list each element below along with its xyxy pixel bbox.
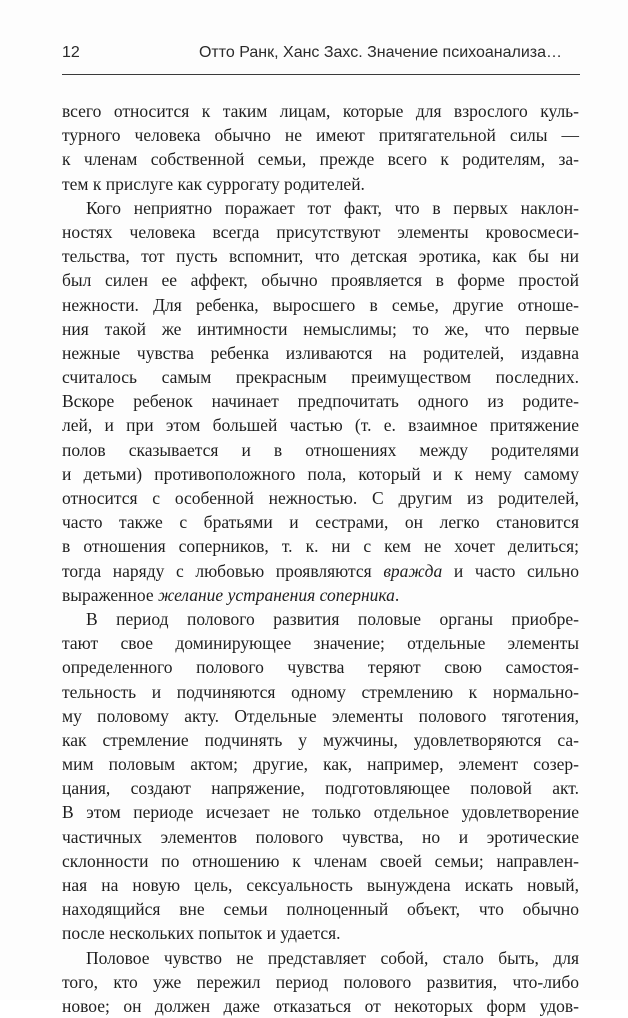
running-head (62, 44, 580, 74)
text-line: лей, и при этом большей частью (т. е. взаимное притяжение (62, 415, 579, 436)
text-line: нежности. Для ребенка, выросшего в семье, другие отноше- (62, 294, 579, 315)
text-line: часто также с братьями и сестрами, он легко становится (62, 512, 579, 533)
text-line: ностях человека всегда присутствуют элементы кровосмеси- (62, 221, 579, 242)
text-fragment: тогда наряду с любовью проявляются (62, 560, 384, 581)
text-line: турного человека обычно не имеют притягательной силы — (62, 125, 579, 146)
emphasis-text: желание устранения соперника (158, 584, 395, 605)
text-fragment: выраженное (62, 584, 159, 605)
paragraph-1 (62, 99, 579, 196)
text-line: мим половым актом; другие, как, например, элемент созер- (62, 754, 579, 775)
text-line: новое; он должен даже отказаться от некоторых форм удов- (62, 995, 579, 1016)
body-text (62, 99, 579, 1018)
text-fragment: и часто сильно (442, 560, 579, 581)
text-line (62, 583, 579, 607)
text-line: тельства, тот пусть вспомнит, что детская эротика, как бы ни (62, 246, 579, 267)
text-line: тают свое доминирующее значение; отдельные элементы (62, 633, 579, 654)
text-line: и детьми) противоположного пола, который и к нему самому (62, 463, 579, 484)
emphasis-text: вражда (383, 560, 443, 581)
paragraph-2 (62, 196, 579, 607)
text-line: нежные чувства ребенка изливаются на родителей, издавна (62, 342, 579, 363)
text-line: цания, создают напряжение, подготовляющее половой акт. (62, 778, 579, 799)
paragraph-3 (62, 607, 579, 946)
text-line: того, кто уже пережил период полового развития, что-либо (62, 971, 579, 992)
header-rule (62, 74, 580, 75)
text-line: тем к прислуге как суррогату родителей. (62, 173, 365, 194)
text-line: к членам собственной семьи, прежде всего к родителям, за- (62, 149, 579, 170)
running-title: Отто Ранк, Ханс Захс. Значение психоанализа… (198, 44, 562, 61)
text-line: полов сказывается и в отношениях между родителями (62, 439, 579, 460)
text-line: был силен ее аффект, обычно проявляется в форме простой (62, 270, 579, 291)
text-line: Половое чувство не представляет собой, стало быть, для (86, 947, 579, 968)
text-line: определенного полового чувства теряют свою самостоя- (62, 657, 579, 678)
text-line: му половому акту. Отдельные элементы полового тяготения, (62, 705, 579, 726)
text-line: после нескольких попыток и удается. (62, 923, 341, 944)
text-line: в отношения соперников, т. к. ни с кем не хочет делиться; (62, 536, 579, 557)
paragraph-4 (62, 946, 579, 1018)
text-line: находящийся вне семьи полноценный объект, что обычно (62, 899, 579, 920)
text-line: В этом периоде исчезает не только отдельное удовлетворение (62, 802, 579, 823)
text-line: как стремление подчинять у мужчины, удовлетворяются са- (62, 729, 579, 750)
text-line (62, 559, 579, 583)
text-line: склонности по отношению к членам своей семьи; направлен- (62, 850, 579, 871)
text-fragment: . (394, 584, 400, 605)
text-line: частичных элементов полового чувства, но и эротические (62, 826, 579, 847)
text-line: Кого неприятно поражает тот факт, что в первых наклон- (86, 197, 579, 218)
text-line: ния такой же интимности немыслимы; то же, что первые (62, 318, 579, 339)
text-line: всего относится к таким лицам, которые для взрослого куль- (62, 101, 579, 121)
text-line: считалось самым прекрасным преимуществом последних. (62, 367, 579, 388)
text-line: Вскоре ребенок начинает предпочитать одного из родите- (62, 391, 579, 412)
text-line: В период полового развития половые органы приобре- (86, 608, 579, 629)
page-number: 12 (62, 44, 80, 61)
text-line: относится с особенной нежностью. С другим из родителей, (62, 488, 579, 508)
text-line: тельность и подчиняются одному стремлению к нормально- (62, 681, 579, 702)
text-line: ная на новую цель, сексуальность вынуждена искать новый, (62, 875, 579, 895)
